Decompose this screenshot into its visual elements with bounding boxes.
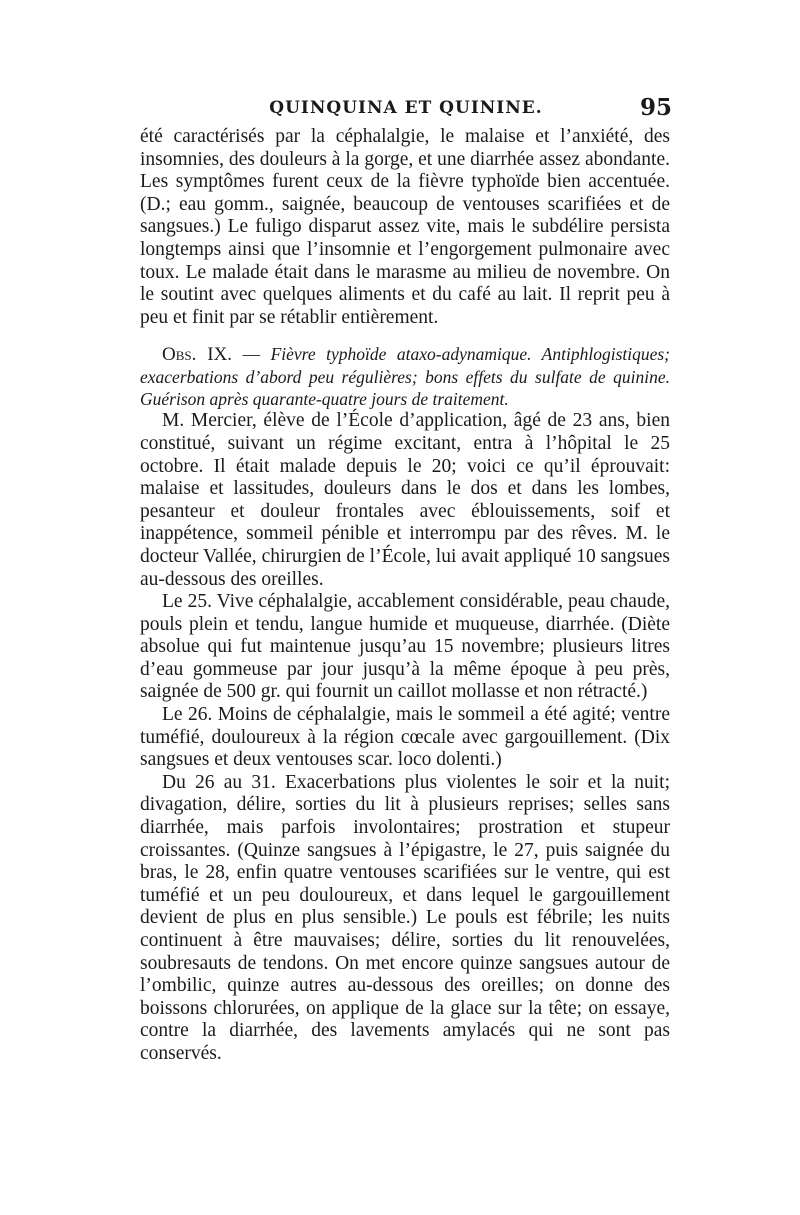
running-title: QUINQUINA ET QUININE. [269, 98, 543, 118]
body-text [140, 126, 670, 1066]
continuation-paragraph: été caractérisés par la céphalalgie, le malaise et l’anxiété, des insomnies, des douleurs à la gorge, et une diarrhée assez abondante. Les symptômes furent ceux de la fièvre typhoïde bien accentuée. (D.; eau gomm., saignée, beaucoup de ventouses scarifiées et de sangsues.) Le fuligo disparut assez vite, mais le subdélire persista longtemps ainsi que l’insomnie et l’engorgement pulmonaire avec toux. Le malade était dans le marasme au milieu de novembre. On le soutint avec quelques aliments et du café au lait. Il reprit peu à peu et finit par se rétablir entièrement. [140, 126, 670, 328]
observation-dash: — [232, 344, 271, 365]
page-header [140, 94, 672, 124]
case-paragraph: M. Mercier, élève de l’École d’application, âgé de 23 ans, bien constitué, suivant un régime excitant, entra à l’hôpital le 25 octobre. Il était malade depuis le 20; voici ce qu’il éprouvait: malaise et lassitudes, douleurs dans le dos et dans les lombes, pesanteur et douleur frontales avec éblouissements, soif et inappétence, sommeil pénible et interrompu par des rêves. M. le docteur Vallée, chirurgien de l’École, lui avait appliqué 10 sangsues au-dessous des oreilles. [140, 410, 670, 590]
observation-heading [140, 343, 670, 410]
case-paragraph: Le 26. Moins de céphalalgie, mais le sommeil a été agité; ventre tuméfié, douloureux à la région cœcale avec gargouillement. (Dix sangsues et deux ventouses scar. loco dolenti.) [140, 704, 670, 771]
case-paragraph: Du 26 au 31. Exacerbations plus violentes le soir et la nuit; divagation, délire, sorties du lit à plusieurs reprises; selles sans diarrhée, mais parfois involontaires; prostration et stupeur croissantes. (Quinze sangsues à l’épigastre, le 27, puis saignée du bras, le 28, enfin quatre ventouses scarifiées sur le ventre, qui est tuméfié et un peu douloureux, et dans lequel le gargouillement devient de plus en plus sensible.) Le pouls est fébrile; les nuits continuent à être mauvaises; délire, sorties du lit renouvelées, soubresauts de tendons. On met encore quinze sangsues autour de l’ombilic, quinze autres au-dessous des oreilles; on donne des boissons chlorurées, on applique de la glace sur la tête; on essaye, contre la diarrhée, des lavements amylacés qui ne sont pas conservés. [140, 771, 670, 1064]
page-number: 95 [639, 94, 672, 121]
observation-title: Fièvre typhoïde ataxo-adynamique. Antiphlogistiques; exacerbations d’abord peu régulières; bons effets du sulfate de quinine. Guérison après quarante-quatre jours de traitement. [140, 344, 671, 410]
observation-label: Obs. IX. [162, 344, 233, 366]
case-paragraph: Le 25. Vive céphalalgie, accablement considérable, peau chaude, pouls plein et tendu, langue humide et muqueuse, diarrhée. (Diète absolue qui fut maintenue jusqu’au 15 novembre; plusieurs litres d’eau gommeuse par jour jusqu’à la même époque à peu près, saignée de 500 gr. qui fournit un caillot mollasse et non rétracté.) [140, 591, 670, 703]
